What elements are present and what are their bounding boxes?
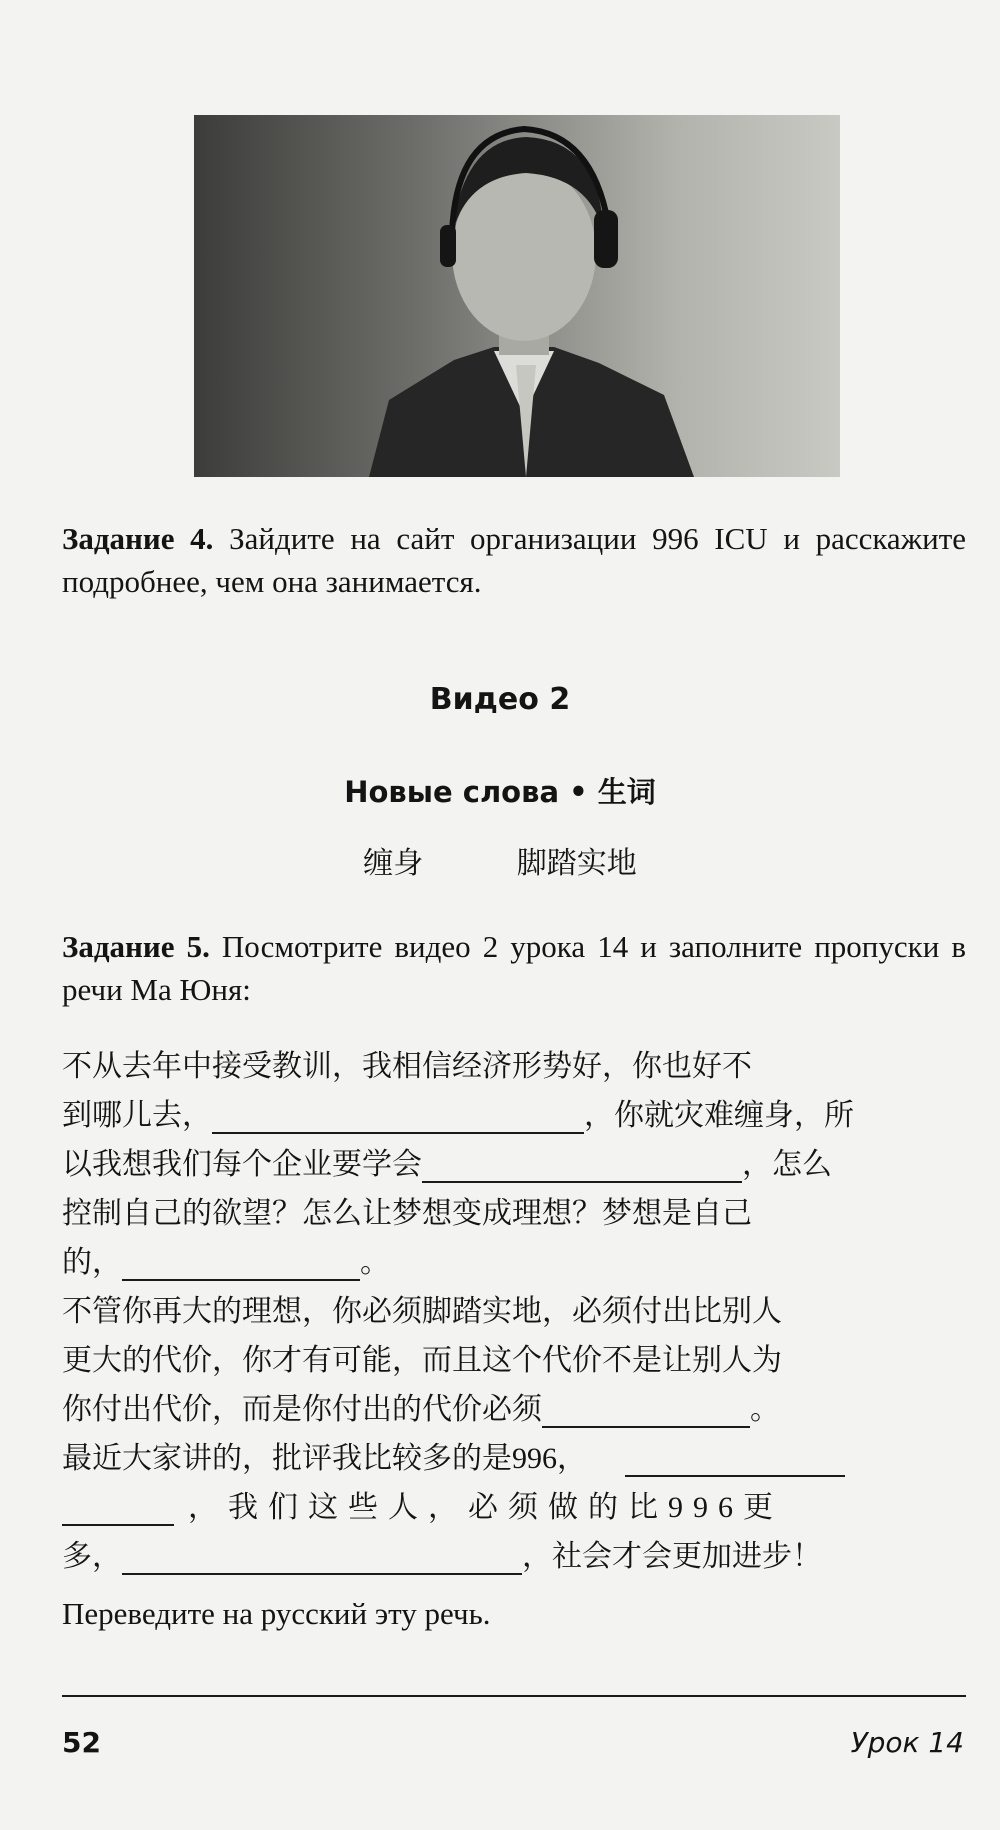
fill-blank[interactable] [542, 1390, 750, 1428]
speech-line: 以我想我们每个企业要学会 ，怎么 [62, 1139, 832, 1187]
speech-line: ，我们这些人，必须做的比996更 [62, 1482, 783, 1530]
fill-blank[interactable] [422, 1145, 742, 1183]
task4-label: Задание 4. [62, 521, 214, 556]
new-word: 脚踏实地 [516, 846, 637, 881]
new-words-heading: Новые слова • 生词 [344, 775, 656, 809]
fill-blank[interactable] [122, 1537, 522, 1575]
speech-line: 不管你再大的理想，你必须脚踏实地，必须付出比别人 [62, 1295, 782, 1328]
speech-line: 到哪儿去， ，你就灾难缠身，所 [62, 1090, 854, 1138]
video-heading: Видео 2 [429, 682, 571, 717]
speech-line: 多， ，社会才会更加进步！ [62, 1531, 822, 1579]
task4-paragraph [62, 517, 966, 603]
new-words-list [0, 838, 1000, 882]
speech-line: 你付出代价，而是你付出的代价必须 。 [62, 1384, 780, 1432]
page-number: 52 [62, 1726, 101, 1759]
speech-line: 的， 。 [62, 1237, 390, 1285]
task5-paragraph [62, 925, 966, 1011]
fill-blank[interactable] [62, 1488, 174, 1526]
task5-label: Задание 5. [62, 929, 210, 964]
fill-blank[interactable] [625, 1439, 845, 1477]
task4-text: Зайдите на сайт организации 996 ICU и расскажите подробнее, чем она занимается. [62, 521, 967, 599]
speech-line: 更大的代价，你才有可能，而且这个代价不是让别人为 [62, 1344, 782, 1377]
answer-line[interactable] [62, 1695, 966, 1697]
speech-line: 不从去年中接受教训，我相信经济形势好，你也好不 [62, 1050, 752, 1083]
translate-prompt: Переведите на русский эту речь. [62, 1596, 491, 1631]
speech-line: 最近大家讲的，批评我比较多的是996， [62, 1433, 845, 1481]
speaker-photo [194, 115, 840, 477]
new-word: 缠身 [363, 846, 424, 881]
fill-blank[interactable] [122, 1243, 360, 1281]
fill-blank[interactable] [212, 1096, 584, 1134]
speech-line: 控制自己的欲望？怎么让梦想变成理想？梦想是自己 [62, 1197, 752, 1230]
lesson-label: Урок 14 [850, 1726, 964, 1759]
task5-text: Посмотрите видео 2 урока 14 и заполните пропуски в речи Ма Юня: [62, 929, 967, 1007]
